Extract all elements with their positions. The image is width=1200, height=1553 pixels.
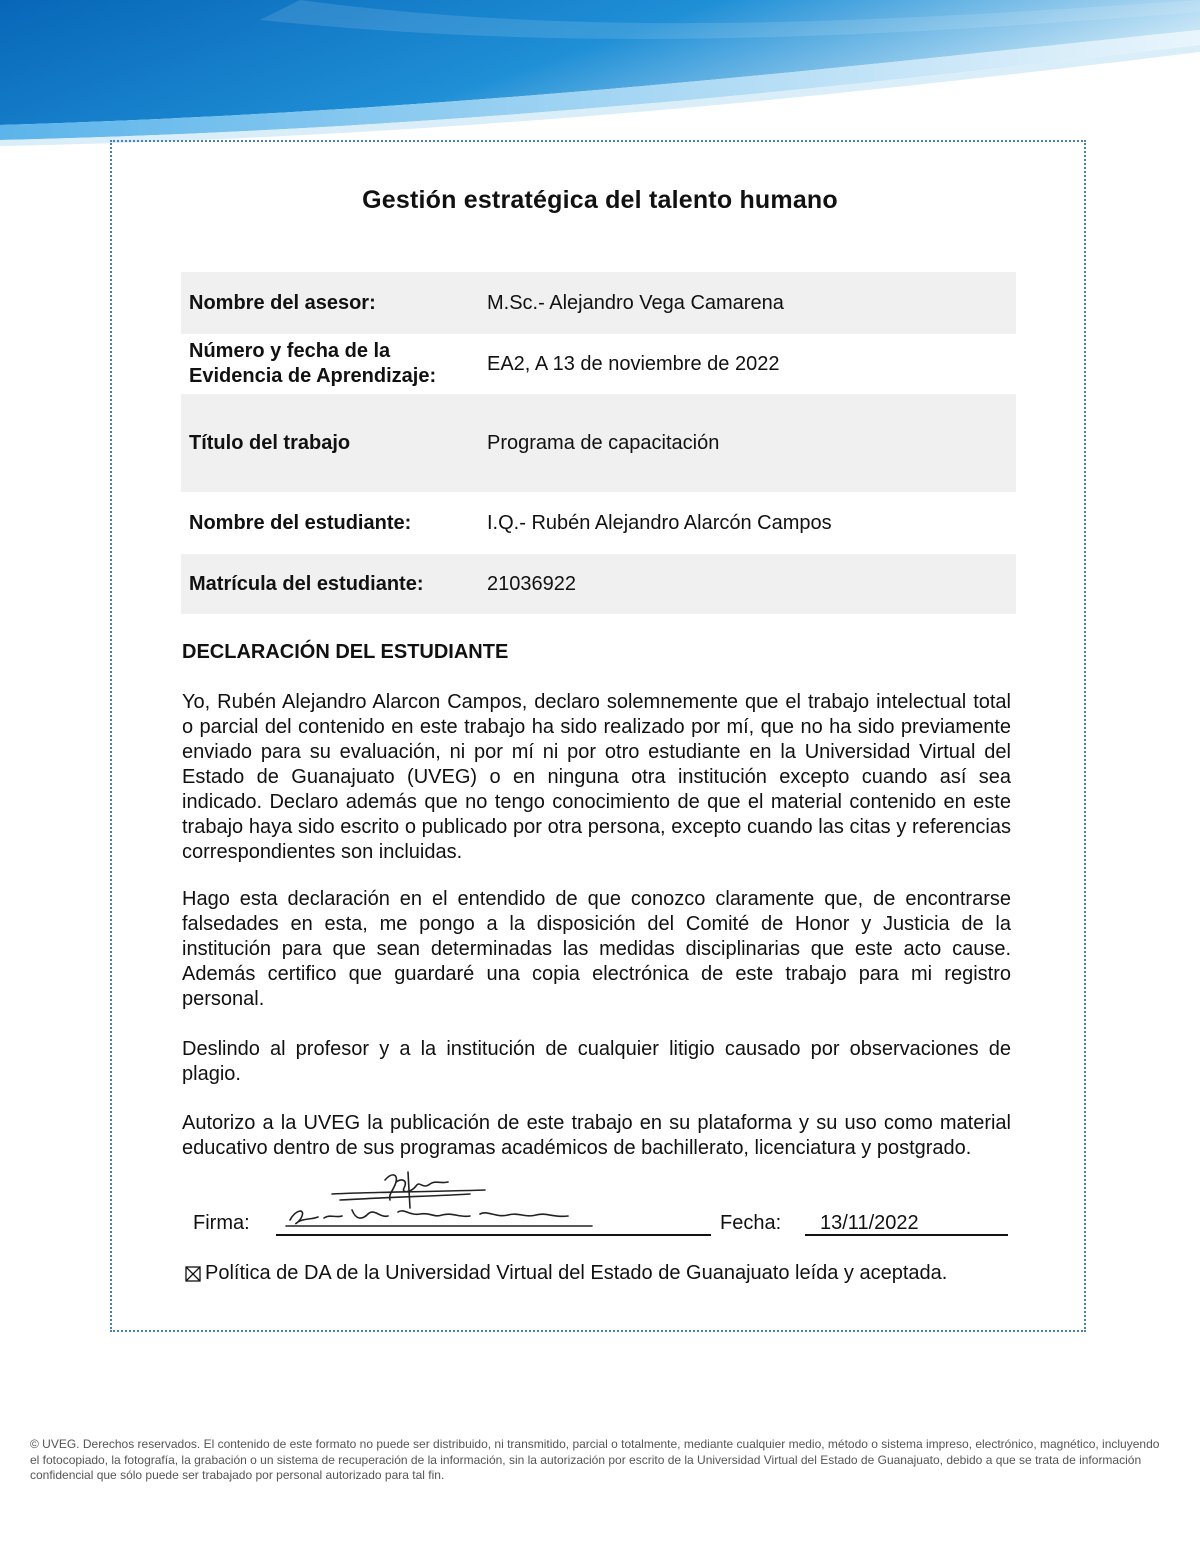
advisor-value: M.Sc.- Alejandro Vega Camarena xyxy=(473,272,1016,334)
table-row xyxy=(181,334,1016,394)
policy-text: Política de DA de la Universidad Virtual del Estado de Guanajuato leída y aceptada. xyxy=(205,1262,948,1284)
table-row xyxy=(181,272,1016,334)
header-banner xyxy=(0,0,1200,150)
student-id-label: Matrícula del estudiante: xyxy=(181,554,473,614)
evidence-value: EA2, A 13 de noviembre de 2022 xyxy=(487,352,780,375)
declaration-paragraph: Autorizo a la UVEG la publicación de este trabajo en su plataforma y su uso como material educativo dentro de sus programas académicos de bachillerato, licenciatura y postgrado. xyxy=(182,1112,1011,1159)
student-id-value: 21036922 xyxy=(473,554,1016,614)
date-line xyxy=(805,1234,1008,1236)
work-title-value: Programa de capacitación xyxy=(473,394,1016,492)
fecha-value: 13/11/2022 xyxy=(820,1212,919,1234)
signature-row xyxy=(0,1170,1200,1240)
firma-label: Firma: xyxy=(193,1212,250,1234)
declaration-paragraph: Yo, Rubén Alejandro Alarcon Campos, declaro solemnemente que el trabajo intelectual total o parcial del contenido en este trabajo ha sido realizado por mí, que no ha sido previamente enviado para su evaluación, ni por mí ni por otro estudiante en la Universidad Virtual del Estado de Guanajuato (UVEG) o en ninguna otra institución excepto cuando así sea indicado. Declaro además que no tengo conocimiento de que el material contenido en este trabajo haya sido escrito o publicado por otra persona, excepto cuando las citas y referencias correspondientes son incluidas. xyxy=(182,691,1011,863)
document-title: Gestión estratégica del talento humano xyxy=(362,186,838,214)
advisor-label: Nombre del asesor: xyxy=(181,272,473,334)
signature-line xyxy=(276,1234,711,1236)
student-name-label: Nombre del estudiante: xyxy=(189,511,412,534)
declaration-paragraph: Deslindo al profesor y a la institución de cualquier litigio causado por observaciones de plagio. xyxy=(182,1038,1011,1085)
table-row xyxy=(181,492,1016,554)
table-row xyxy=(181,394,1016,492)
checked-box-icon[interactable] xyxy=(185,1266,201,1282)
handwritten-signature xyxy=(280,1170,600,1232)
table-row xyxy=(181,554,1016,614)
student-name-value: I.Q.- Rubén Alejandro Alarcón Campos xyxy=(487,511,832,534)
work-title-label: Título del trabajo xyxy=(181,394,473,492)
declaration-heading: DECLARACIÓN DEL ESTUDIANTE xyxy=(182,641,509,663)
fecha-label: Fecha: xyxy=(720,1212,782,1234)
policy-acceptance xyxy=(185,1262,947,1285)
evidence-label: Número y fecha de la Evidencia de Aprendizaje: xyxy=(189,340,437,387)
info-table xyxy=(181,272,1016,614)
declaration-paragraph: Hago esta declaración en el entendido de que conozco claramente que, de encontrarse falsedades en esta, me pongo a la disposición del Comité de Honor y Justicia de la institución para que sean determinadas las medidas disciplinarias que este acto cause. Además certifico que guardaré una copia electrónica de este trabajo para mi registro personal. xyxy=(182,888,1011,1010)
copyright-footer: © UVEG. Derechos reservados. El contenido de este formato no puede ser distribuido, ni transmitido, parcial o totalmente, mediante cualquier medio, método o sistema impreso, electrónico, magnético, incluyendo el fotocopiado, la fotografía, la grabación o un sistema de recuperación de la información, sin la autorización por escrito de la Universidad Virtual del Estado de Guanajuato, debido a que se trata de información confidencial que sólo puede ser trabajado por personal autorizado para tal fin. xyxy=(30,1437,1160,1482)
